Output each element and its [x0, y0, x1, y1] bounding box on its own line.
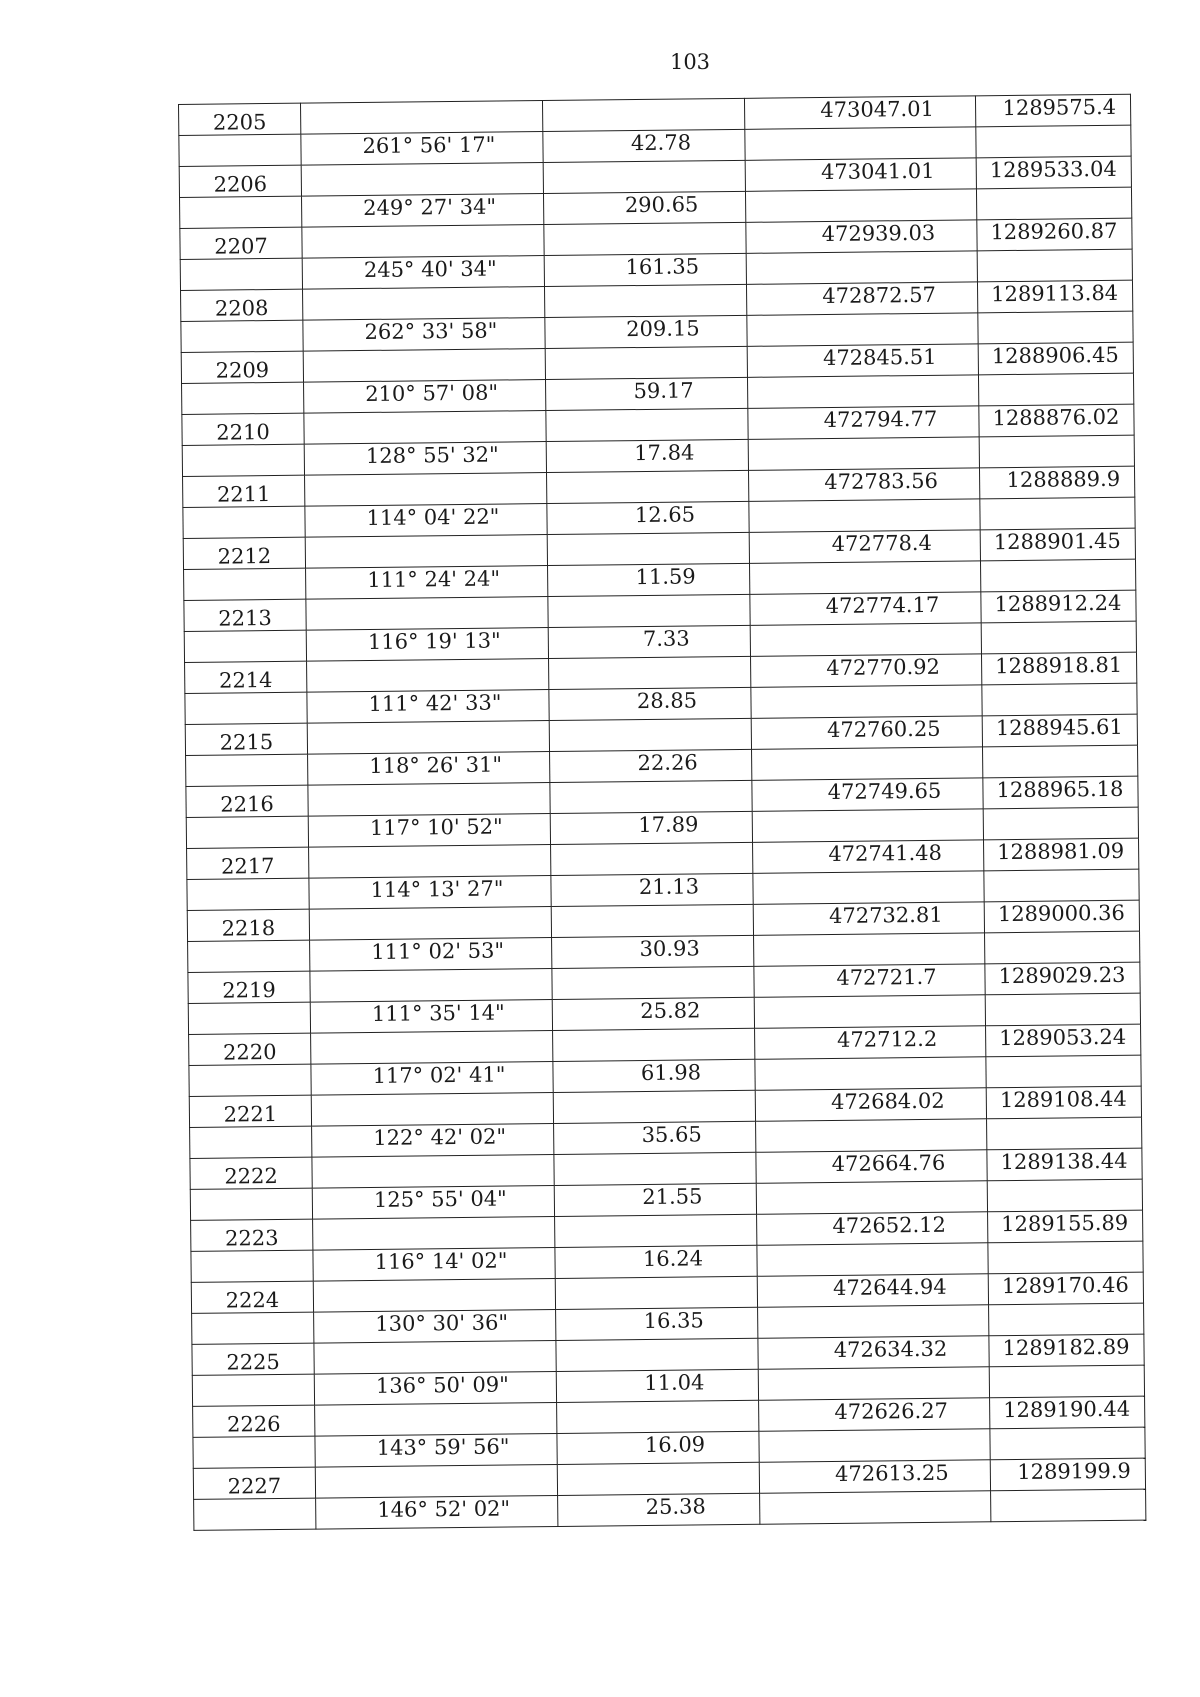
point-number-cell: 2224	[191, 1281, 313, 1313]
point-number-cell: 2205	[179, 103, 301, 135]
bearing-cell: 249° 27' 34"	[302, 194, 544, 228]
empty-cell	[556, 1338, 758, 1371]
y-coordinate-cell: 1289170.46	[988, 1272, 1143, 1305]
empty-cell	[180, 258, 302, 290]
distance-cell: 17.89	[550, 811, 752, 844]
y-coordinate-cell: 1289053.24	[986, 1024, 1141, 1057]
empty-cell	[555, 1214, 757, 1247]
empty-cell	[188, 1002, 310, 1034]
distance-cell: 59.17	[546, 377, 748, 410]
empty-cell	[557, 1462, 759, 1495]
empty-cell	[985, 993, 1140, 1026]
empty-cell	[990, 1427, 1145, 1460]
empty-cell	[749, 499, 980, 532]
y-coordinate-cell: 1289029.23	[985, 962, 1140, 995]
empty-cell	[193, 1436, 315, 1468]
empty-cell	[194, 1498, 316, 1530]
y-coordinate-cell: 1288906.45	[978, 342, 1133, 375]
empty-cell	[312, 1154, 554, 1188]
y-coordinate-cell: 1288945.61	[982, 714, 1137, 747]
empty-cell	[745, 189, 976, 222]
empty-cell	[747, 313, 978, 346]
empty-cell	[747, 375, 978, 408]
empty-cell	[987, 1179, 1142, 1212]
point-number-cell: 2226	[193, 1405, 315, 1437]
distance-cell: 17.84	[546, 439, 748, 472]
empty-cell	[755, 1057, 986, 1090]
y-coordinate-cell: 1289260.87	[977, 218, 1132, 251]
empty-cell	[988, 1241, 1143, 1274]
empty-cell	[179, 134, 301, 166]
distance-cell: 16.09	[557, 1431, 759, 1464]
bearing-cell: 262° 33' 58"	[303, 318, 545, 352]
x-coordinate-cell: 472712.2	[755, 1026, 986, 1059]
empty-cell	[301, 163, 543, 197]
empty-cell	[751, 685, 982, 718]
empty-cell	[977, 249, 1132, 282]
bearing-cell: 114° 13' 27"	[309, 876, 551, 910]
x-coordinate-cell: 472845.51	[747, 344, 978, 377]
distance-cell: 290.65	[543, 191, 745, 224]
empty-cell	[305, 535, 547, 569]
empty-cell	[308, 783, 550, 817]
empty-cell	[307, 659, 549, 693]
x-coordinate-cell: 473047.01	[744, 96, 975, 129]
empty-cell	[982, 683, 1137, 716]
bearing-cell: 130° 30' 36"	[314, 1309, 556, 1343]
distance-cell: 35.65	[554, 1121, 756, 1154]
point-number-cell: 2215	[185, 723, 307, 755]
x-coordinate-cell: 472770.92	[751, 654, 982, 687]
x-coordinate-cell: 472732.81	[753, 902, 984, 935]
distance-cell: 22.26	[550, 749, 752, 782]
empty-cell	[182, 382, 304, 414]
bearing-cell: 146° 52' 02"	[316, 1495, 558, 1529]
empty-cell	[547, 470, 749, 503]
empty-cell	[184, 630, 306, 662]
point-number-cell: 2206	[179, 165, 301, 197]
bearing-cell: 245° 40' 34"	[302, 256, 544, 290]
empty-cell	[314, 1340, 556, 1374]
distance-cell: 7.33	[548, 625, 750, 658]
empty-cell	[189, 1064, 311, 1096]
bearing-cell: 128° 55' 32"	[304, 442, 546, 476]
y-coordinate-cell: 1289575.4	[975, 94, 1130, 127]
x-coordinate-cell: 472684.02	[755, 1088, 986, 1121]
x-coordinate-cell: 472939.03	[746, 220, 977, 253]
empty-cell	[192, 1312, 314, 1344]
bearing-cell: 114° 04' 22"	[305, 504, 547, 538]
y-coordinate-cell: 1289138.44	[987, 1148, 1142, 1181]
empty-cell	[753, 871, 984, 904]
empty-cell	[983, 745, 1138, 778]
empty-cell	[309, 907, 551, 941]
empty-cell	[313, 1278, 555, 1312]
x-coordinate-cell: 473041.01	[745, 158, 976, 191]
bearing-cell: 116° 14' 02"	[313, 1247, 555, 1281]
x-coordinate-cell: 472664.76	[756, 1150, 987, 1183]
point-number-cell: 2216	[186, 785, 308, 817]
empty-cell	[551, 904, 753, 937]
coordinate-table-wrapper	[178, 94, 1145, 1531]
empty-cell	[546, 408, 748, 441]
y-coordinate-cell: 1288876.02	[979, 404, 1134, 437]
bearing-cell: 261° 56' 17"	[301, 132, 543, 166]
empty-cell	[750, 561, 981, 594]
empty-cell	[989, 1303, 1144, 1336]
bearing-cell: 111° 24' 24"	[306, 566, 548, 600]
distance-cell: 21.13	[551, 873, 753, 906]
distance-cell: 11.59	[548, 563, 750, 596]
empty-cell	[552, 966, 754, 999]
y-coordinate-cell: 1289190.44	[990, 1396, 1145, 1429]
y-coordinate-cell: 1289113.84	[977, 280, 1132, 313]
point-number-cell: 2217	[187, 847, 309, 879]
empty-cell	[186, 816, 308, 848]
point-number-cell: 2220	[189, 1033, 311, 1065]
distance-cell: 61.98	[553, 1059, 755, 1092]
empty-cell	[989, 1365, 1144, 1398]
empty-cell	[760, 1491, 991, 1524]
y-coordinate-cell: 1289182.89	[989, 1334, 1144, 1367]
y-coordinate-cell: 1288981.09	[984, 838, 1139, 871]
bearing-cell: 136° 50' 09"	[314, 1371, 556, 1405]
point-number-cell: 2211	[183, 475, 305, 507]
y-coordinate-cell: 1289108.44	[986, 1086, 1141, 1119]
bearing-cell: 210° 57' 08"	[304, 380, 546, 414]
empty-cell	[545, 346, 747, 379]
x-coordinate-cell: 472774.17	[750, 592, 981, 625]
distance-cell: 16.24	[555, 1245, 757, 1278]
bearing-cell: 143° 59' 56"	[315, 1433, 557, 1467]
empty-cell	[752, 747, 983, 780]
point-number-cell: 2218	[187, 909, 309, 941]
x-coordinate-cell: 472741.48	[753, 840, 984, 873]
point-number-cell: 2227	[193, 1467, 315, 1499]
empty-cell	[759, 1429, 990, 1462]
empty-cell	[981, 621, 1136, 654]
empty-cell	[750, 623, 981, 656]
empty-cell	[309, 845, 551, 879]
empty-cell	[305, 473, 547, 507]
y-coordinate-cell: 1288889.9	[979, 466, 1134, 499]
x-coordinate-cell: 472634.32	[758, 1336, 989, 1369]
empty-cell	[757, 1243, 988, 1276]
empty-cell	[979, 435, 1134, 468]
point-number-cell: 2219	[188, 971, 310, 1003]
point-number-cell: 2223	[191, 1219, 313, 1251]
point-number-cell: 2208	[181, 289, 303, 321]
distance-cell: 161.35	[544, 253, 746, 286]
x-coordinate-cell: 472783.56	[748, 468, 979, 501]
distance-cell: 28.85	[549, 687, 751, 720]
empty-cell	[976, 125, 1131, 158]
y-coordinate-cell: 1288901.45	[980, 528, 1135, 561]
empty-cell	[745, 127, 976, 160]
empty-cell	[303, 349, 545, 383]
empty-cell	[302, 225, 544, 259]
empty-cell	[991, 1489, 1146, 1522]
empty-cell	[182, 444, 304, 476]
empty-cell	[983, 807, 1138, 840]
bearing-cell: 111° 42' 33"	[307, 690, 549, 724]
distance-cell: 12.65	[547, 501, 749, 534]
y-coordinate-cell: 1289199.9	[990, 1458, 1145, 1491]
bearing-cell: 118° 26' 31"	[308, 752, 550, 786]
point-number-cell: 2209	[181, 351, 303, 383]
empty-cell	[181, 320, 303, 352]
distance-cell: 11.04	[556, 1369, 758, 1402]
empty-cell	[748, 437, 979, 470]
empty-cell	[980, 497, 1135, 530]
empty-cell	[544, 284, 746, 317]
y-coordinate-cell: 1289533.04	[976, 156, 1131, 189]
distance-cell: 30.93	[552, 935, 754, 968]
y-coordinate-cell: 1288918.81	[981, 652, 1136, 685]
y-coordinate-cell: 1288912.24	[981, 590, 1136, 623]
empty-cell	[754, 995, 985, 1028]
empty-cell	[190, 1126, 312, 1158]
empty-cell	[313, 1216, 555, 1250]
point-number-cell: 2222	[190, 1157, 312, 1189]
x-coordinate-cell: 472721.7	[754, 964, 985, 997]
empty-cell	[180, 196, 302, 228]
empty-cell	[553, 1028, 755, 1061]
empty-cell	[184, 568, 306, 600]
empty-cell	[554, 1152, 756, 1185]
empty-cell	[542, 98, 744, 131]
empty-cell	[549, 656, 751, 689]
point-number-cell: 2225	[192, 1343, 314, 1375]
empty-cell	[986, 1055, 1141, 1088]
empty-cell	[746, 251, 977, 284]
empty-cell	[758, 1367, 989, 1400]
x-coordinate-cell: 472749.65	[752, 778, 983, 811]
bearing-cell: 116° 19' 13"	[306, 628, 548, 662]
point-number-cell: 2213	[184, 599, 306, 631]
empty-cell	[984, 869, 1139, 902]
empty-cell	[306, 597, 548, 631]
x-coordinate-cell: 472872.57	[746, 282, 977, 315]
empty-cell	[557, 1400, 759, 1433]
bearing-cell: 117° 10' 52"	[308, 814, 550, 848]
empty-cell	[555, 1276, 757, 1309]
empty-cell	[300, 101, 542, 135]
empty-cell	[315, 1464, 557, 1498]
empty-cell	[754, 933, 985, 966]
x-coordinate-cell: 472644.94	[757, 1274, 988, 1307]
coordinate-table	[178, 94, 1146, 1531]
point-number-cell: 2221	[189, 1095, 311, 1127]
empty-cell	[307, 721, 549, 755]
bearing-cell: 122° 42' 02"	[312, 1123, 554, 1157]
x-coordinate-cell: 472760.25	[751, 716, 982, 749]
empty-cell	[187, 878, 309, 910]
point-number-cell: 2210	[182, 413, 304, 445]
empty-cell	[547, 532, 749, 565]
empty-cell	[752, 809, 983, 842]
bearing-cell: 125° 55' 04"	[312, 1185, 554, 1219]
empty-cell	[303, 287, 545, 321]
point-number-cell: 2207	[180, 227, 302, 259]
distance-cell: 25.82	[552, 997, 754, 1030]
distance-cell: 16.35	[556, 1307, 758, 1340]
empty-cell	[192, 1374, 314, 1406]
empty-cell	[183, 506, 305, 538]
bearing-cell: 111° 02' 53"	[310, 938, 552, 972]
x-coordinate-cell: 472794.77	[748, 406, 979, 439]
coordinate-table-body	[179, 94, 1146, 1530]
empty-cell	[980, 559, 1135, 592]
empty-cell	[976, 187, 1131, 220]
empty-cell	[553, 1090, 755, 1123]
empty-cell	[304, 411, 546, 445]
x-coordinate-cell: 472652.12	[757, 1212, 988, 1245]
point-number-cell: 2212	[183, 537, 305, 569]
page-number: 103	[669, 50, 711, 74]
empty-cell	[550, 780, 752, 813]
empty-cell	[978, 311, 1133, 344]
empty-cell	[185, 692, 307, 724]
empty-cell	[756, 1119, 987, 1152]
empty-cell	[311, 1092, 553, 1126]
empty-cell	[315, 1402, 557, 1436]
empty-cell	[188, 940, 310, 972]
distance-cell: 42.78	[543, 129, 745, 162]
y-coordinate-cell: 1289000.36	[984, 900, 1139, 933]
distance-cell: 21.55	[554, 1183, 756, 1216]
bearing-cell: 111° 35' 14"	[310, 1000, 552, 1034]
empty-cell	[310, 969, 552, 1003]
distance-cell: 25.38	[558, 1493, 760, 1526]
empty-cell	[987, 1117, 1142, 1150]
bearing-cell: 117° 02' 41"	[311, 1061, 553, 1095]
empty-cell	[311, 1031, 553, 1065]
y-coordinate-cell: 1289155.89	[988, 1210, 1143, 1243]
point-number-cell: 2214	[185, 661, 307, 693]
empty-cell	[758, 1305, 989, 1338]
empty-cell	[549, 718, 751, 751]
empty-cell	[756, 1181, 987, 1214]
x-coordinate-cell: 472626.27	[759, 1398, 990, 1431]
empty-cell	[191, 1250, 313, 1282]
empty-cell	[190, 1188, 312, 1220]
x-coordinate-cell: 472613.25	[759, 1460, 990, 1493]
empty-cell	[985, 931, 1140, 964]
empty-cell	[186, 754, 308, 786]
empty-cell	[978, 373, 1133, 406]
empty-cell	[543, 160, 745, 193]
empty-cell	[551, 842, 753, 875]
distance-cell: 209.15	[545, 315, 747, 348]
y-coordinate-cell: 1288965.18	[983, 776, 1138, 809]
x-coordinate-cell: 472778.4	[749, 530, 980, 563]
empty-cell	[548, 594, 750, 627]
empty-cell	[544, 222, 746, 255]
